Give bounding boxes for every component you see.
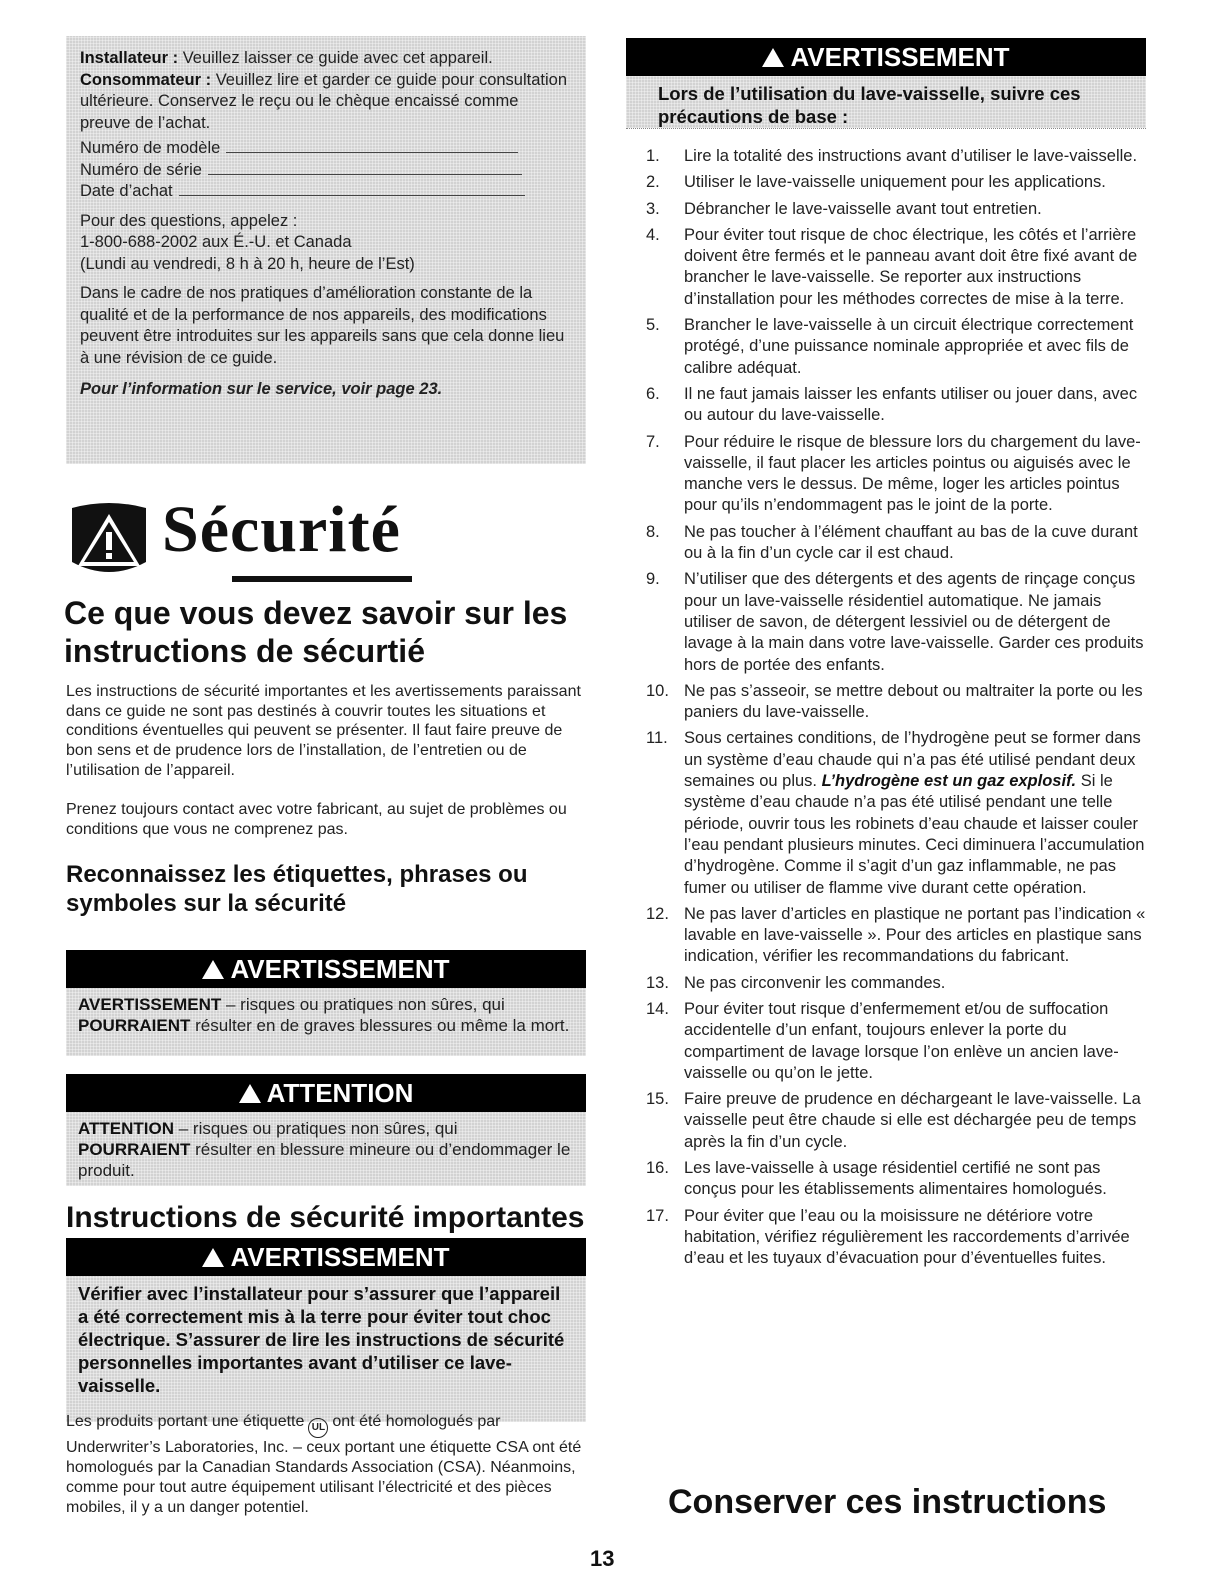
caution-could-label: POURRAIENT xyxy=(78,1140,191,1159)
save-instructions-heading: Conserver ces instructions xyxy=(668,1483,1107,1521)
caution-body xyxy=(66,1112,586,1186)
alert-triangle-icon xyxy=(202,960,224,979)
warning-text-2: résulter en de graves blessures ou même la mort. xyxy=(190,1016,570,1035)
list-item: 5. Brancher le lave-vaisselle à un circuit électrique correctement protégé, d’une puissance nominale appropriée et avec fils de calibre adéquat. xyxy=(646,316,1134,377)
list-item: 14. Pour éviter tout risque d’enfermement et/ou de suffocation accidentelle d’un enfant, toujours enlever la porte du compartiment de lavage lorsque l’on enlève un ancien lave-vaisselle ou qu’on le jette. xyxy=(646,999,1119,1082)
warning-label: AVERTISSEMENT xyxy=(78,995,222,1014)
caution-title: ATTENTION xyxy=(266,1078,414,1108)
certification-paragraph xyxy=(66,1412,596,1518)
precautions-warning-title: AVERTISSEMENT xyxy=(790,42,1010,72)
warning-bar xyxy=(66,950,586,988)
list-item: 8. Ne pas toucher à l’élément chauffant au bas de la cuve durant ou à la fin d’un cycle car il est chaud. xyxy=(646,522,1138,563)
questions-label: Pour des questions, appelez : xyxy=(80,211,298,230)
grounding-warning-box xyxy=(66,1238,586,1422)
list-item: 9. N’utiliser que des détergents et des agents de rinçage conçus pour un lave-vaisselle résidentiel automatique. Ne jamais utiliser de savon, de détergent lessiviel ou de détergent de lavage à la main dans votre lave-vaisselle. Garder ces produits hors de portée des enfants. xyxy=(646,570,1144,674)
warning-signal-box xyxy=(66,950,586,1056)
section-word: Sécurité xyxy=(162,493,401,566)
list-item: 3. Débrancher le lave-vaisselle avant tout entretien. xyxy=(646,199,1042,218)
phone-number: 1-800-688-2002 aux É.-U. et Canada xyxy=(80,233,352,251)
main-heading: Ce que vous devez savoir sur les instructions de sécurtié xyxy=(64,595,568,669)
model-blank xyxy=(226,139,518,153)
serial-blank xyxy=(208,161,522,175)
safety-rules-list xyxy=(646,146,1146,1275)
model-label: Numéro de modèle xyxy=(80,139,221,157)
ul-text-before: Les produits portant une étiquette xyxy=(66,1413,305,1430)
list-item: 10. Ne pas s’asseoir, se mettre debout ou maltraiter la porte ou les paniers du lave-vaisselle. xyxy=(646,681,1143,722)
sub-heading: Reconnaissez les étiquettes, phrases ou symboles sur la sécurité xyxy=(66,861,528,917)
intro-paragraph: Les instructions de sécurité importantes et les avertissements paraissant dans ce guide ne sont pas destinés à couvrir toutes les situations et conditions éventuelles qui peuvent se présenter. Il faut faire preuve de bon sens et de prudence lors de l’installation, de l’entretien ou de l’utilisation de l’appareil. xyxy=(66,683,581,779)
installer-text: Veuillez laisser ce guide avec cet appareil. xyxy=(182,49,493,67)
date-blank xyxy=(179,182,525,196)
date-label: Date d’achat xyxy=(80,182,173,200)
installer-label: Installateur : xyxy=(80,49,179,67)
grounding-warning-text: Vérifier avec l’installateur pour s’assurer que l’appareil a été correctement mis à la terre pour éviter tout choc électrique. S’assurer de lire les instructions de sécurité personnelles importantes avant d’utiliser ce lave-vaisselle. xyxy=(66,1276,586,1422)
list-item: 17. Pour éviter que l’eau ou la moisissure ne détériore votre habitation, vérifiez régulièrement les raccordements d’arrivée d’eau et les tuyaux d’évacuation pour d’éventuelles fuites. xyxy=(646,1206,1130,1268)
ul-text-after: ont été homologués par Underwriter’s Laboratories, Inc. – ceux portant une étiquette CSA ont été homologués par la Canadian Standards Association (CSA). Néanmoins, comme pour tout autre équipement utilisant l’électricité et des pièces mobiles, il y a un danger potentiel. xyxy=(66,1413,582,1516)
caution-bar xyxy=(66,1074,586,1112)
precautions-warning-box xyxy=(626,38,1146,129)
list-item: 4. Pour éviter tout risque de choc électrique, les côtés et l’arrière doivent être fermés et le panneau avant doit être fixé avant de brancher le lave-vaisselle. Se reporter aux instructions d’installation pour les méthodes correctes de mise à la terre. xyxy=(646,225,1138,308)
installer-info-box xyxy=(66,36,586,464)
ul-logo-icon: UL xyxy=(308,1418,328,1438)
list-item: 2. Utiliser le lave-vaisselle uniquement pour les applications. xyxy=(646,173,1106,192)
hydrogen-warning-emphasis: L’hydrogène est un gaz explosif. xyxy=(821,772,1077,791)
warning-could-label: POURRAIENT xyxy=(78,1016,191,1035)
grounding-warning-title: AVERTISSEMENT xyxy=(230,1242,450,1272)
grounding-warning-bar xyxy=(66,1238,586,1276)
serial-label: Numéro de série xyxy=(80,160,202,179)
policy-text: Dans le cadre de nos pratiques d’amélioration constante de la qualité et de la performance de nos appareils, des modifications peuvent être introduites sur les appareils sans que cela donne lieu à une révision de ce guide. xyxy=(80,284,565,367)
list-item: 7. Pour réduire le risque de blessure lors du chargement du lave-vaisselle, il faut placer les articles pointus ou aiguisés avec le manche vers le dessus. De même, loger les articles pointus pour qu’ils n’endommagent pas le joint de la porte. xyxy=(646,432,1141,515)
important-instructions-heading: Instructions de sécurité importantes xyxy=(66,1201,585,1234)
warning-title: AVERTISSEMENT xyxy=(230,954,450,984)
list-item: 16. Les lave-vaisselle à usage résidentiel certifié ne sont pas conçus pour les établissements alimentaires homologués. xyxy=(646,1159,1107,1199)
list-item: 1. Lire la totalité des instructions avant d’utiliser le lave-vaisselle. xyxy=(646,147,1138,165)
list-item: 11. Sous certaines conditions, de l’hydrogène peut se former dans un système d’eau chaude qui n’a pas été utilisé pendant deux semaines ou plus. L’hydrogène est un gaz explosif. Si le système d’eau chaude n’a pas été utilisé pendant une telle période, ouvrir tous les robinets d’eau chaude et laisser couler l’eau pendant plusieurs minutes. Ceci diminuera l’accumulation d’hydrogène. Comme il s’agit d’un gaz inflammable, ne pas fumer ou utiliser de flamme vive durant cette opération. xyxy=(646,729,1145,897)
consumer-text: Veuillez lire et garder ce guide pour consultation ultérieure. Conservez le reçu ou le chèque encaissé comme preuve de l’achat. xyxy=(80,70,568,132)
alert-triangle-icon xyxy=(202,1248,224,1267)
caution-text-2: résulter en blessure mineure ou d’endommager le produit. xyxy=(78,1140,571,1180)
alert-triangle-icon xyxy=(762,48,784,67)
section-rule xyxy=(232,576,412,582)
page-number: 13 xyxy=(590,1546,615,1571)
list-item: 15. Faire preuve de prudence en déchargeant le lave-vaisselle. La vaisselle peut être chaude si elle est déchargée peu de temps après la fin d’un cycle. xyxy=(646,1090,1141,1151)
precautions-warning-bar xyxy=(626,38,1146,76)
warning-triangle-icon xyxy=(66,500,152,580)
caution-label: ATTENTION xyxy=(78,1119,175,1138)
consumer-label: Consommateur : xyxy=(80,70,212,89)
section-title xyxy=(66,490,401,590)
contact-paragraph: Prenez toujours contact avec votre fabricant, au sujet de problèmes ou conditions que vous ne comprenez pas. xyxy=(66,801,567,838)
alert-triangle-icon xyxy=(239,1084,261,1103)
service-note: Pour l’information sur le service, voir page 23. xyxy=(80,380,443,398)
caution-signal-box xyxy=(66,1074,586,1186)
caution-text-1: – risques ou pratiques non sûres, qui xyxy=(174,1119,458,1138)
list-item: 13. Ne pas circonvenir les commandes. xyxy=(646,973,946,992)
hours-text: (Lundi au vendredi, 8 h à 20 h, heure de l’Est) xyxy=(80,254,415,273)
precautions-warning-text: Lors de l’utilisation du lave-vaisselle, suivre ces précautions de base : xyxy=(626,76,1146,128)
warning-body xyxy=(66,988,586,1056)
list-item: 6. Il ne faut jamais laisser les enfants utiliser ou jouer dans, avec ou autour du lave-vaisselle. xyxy=(646,384,1138,425)
warning-text-1: – risques ou pratiques non sûres, qui xyxy=(221,995,505,1014)
list-item: 12. Ne pas laver d’articles en plastique ne portant pas l’indication « lavable en lave-vaisselle ». Pour des articles en plastique sans indication, vérifier les recommandations du fabricant. xyxy=(646,904,1146,966)
